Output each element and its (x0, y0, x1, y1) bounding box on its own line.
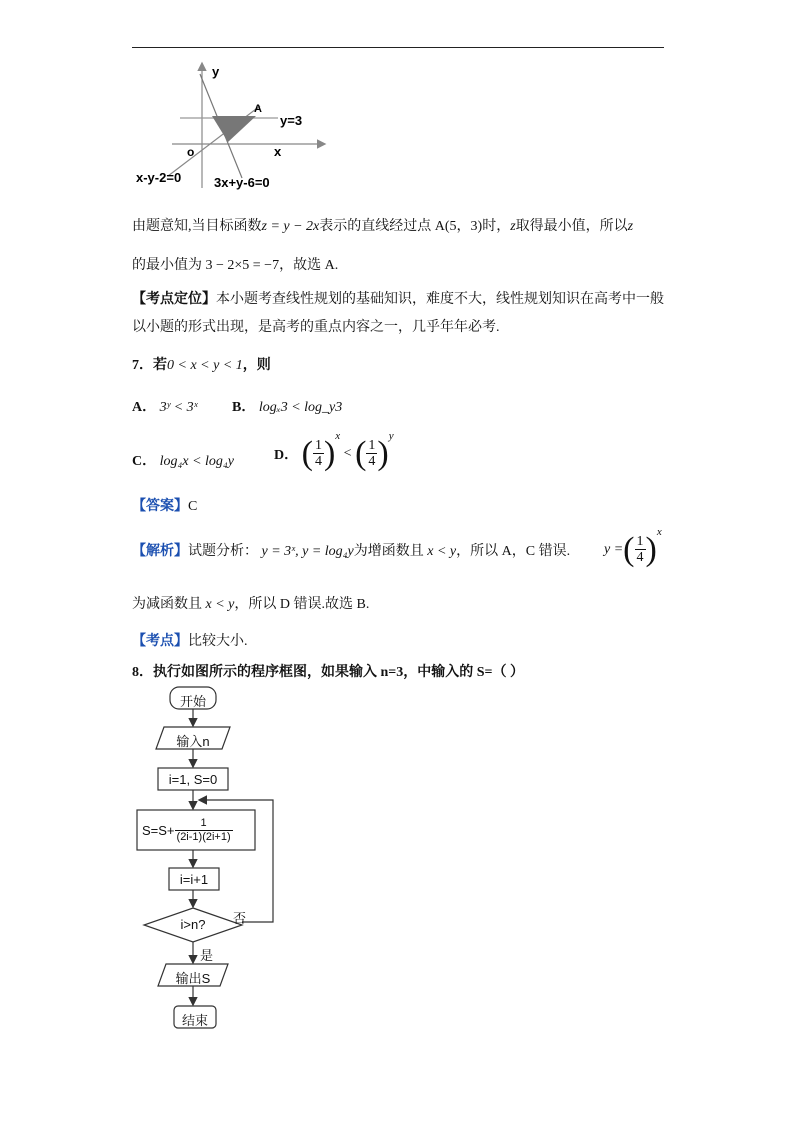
analysis-line-2 (132, 593, 369, 613)
q7-option-d-lt: < (343, 445, 352, 461)
analysis-math: x < y (205, 597, 235, 612)
analysis-math: y = 3ˣ, y = log₄y (261, 544, 354, 559)
solution-text: 表示的直线经过点 A(5，3)时， (319, 219, 511, 234)
solution-text: ，故选 A. (279, 258, 339, 273)
analysis-text: ，所以 D 错误.故选 B. (234, 597, 370, 612)
kaodian-text: 比较大小. (188, 634, 248, 649)
input-label: 输入n (176, 734, 210, 749)
output-label: 输出S (175, 971, 211, 986)
analysis-line-1 (132, 540, 570, 560)
q7-option-a-math: 3ʸ < 3ˣ (159, 400, 198, 415)
update-s-den: (2i-1)(2i+1) (176, 830, 231, 843)
q7-option-a-label: A． (132, 400, 157, 415)
solution-line-2 (132, 254, 338, 274)
kaodian-dingwei-text: 以小题的形式出现，是高考的重点内容之一，几乎年年必考. (132, 320, 500, 335)
kaodian-tag: 【考点】 (132, 634, 188, 649)
kaodian-dingwei-line-2 (132, 316, 500, 336)
solution-text: 由题意知,当目标函数 (132, 219, 262, 234)
analysis-frac-num: 1 (636, 533, 644, 549)
update-s-label (142, 814, 233, 846)
graph-line2-label: 3x+y-6=0 (214, 175, 270, 190)
condition-label: i>n? (180, 917, 206, 932)
end-label: 结束 (181, 1013, 208, 1028)
q7-option-c (132, 450, 234, 470)
graph-x-label: x (274, 144, 282, 159)
graph-line-y3-label: y=3 (280, 113, 303, 128)
answer-tag: 【答案】 (132, 499, 188, 514)
solution-text: 的最小值为 (132, 258, 202, 273)
analysis-tag: 【解析】 (132, 544, 188, 559)
q7-option-d-frac-num: 1 (314, 437, 322, 453)
q7-option-d-frac-den: 4 (314, 454, 322, 470)
q7-stem (132, 354, 271, 374)
solution-math: 3 − 2×5 = −7 (205, 258, 280, 273)
solution-math: z (510, 219, 516, 234)
analysis-text: 试题分析： (188, 544, 258, 559)
analysis-text: ，所以 A，C 错误. (456, 544, 571, 559)
analysis-frac-den: 4 (636, 550, 644, 566)
q7-option-d-exp1: x (335, 430, 341, 442)
q7-option-d-frac-den-2: 4 (368, 454, 376, 470)
q7-option-d-frac-num-2: 1 (368, 437, 376, 453)
update-s-prefix: S=S+ (142, 822, 175, 838)
analysis-text: 为减函数且 (132, 597, 202, 612)
analysis-math-lhs: y = (604, 541, 624, 557)
analysis-exp: x (656, 526, 662, 538)
kaodian-dingwei-text: 本小题考查线性规划的基础知识，难度不大，线性规划知识在高考中一般 (216, 292, 664, 307)
q7-stem-prefix: 7．若 (132, 358, 167, 373)
analysis-text: 为增函数且 (353, 544, 424, 559)
q7-option-d-exp2: y (388, 430, 394, 442)
graph-line1-label: x-y-2=0 (136, 170, 182, 185)
no-label: 否 (233, 911, 247, 926)
analysis-math: x < y (427, 544, 457, 559)
solution-line-1 (132, 215, 633, 235)
start-label: 开始 (179, 694, 206, 709)
init-label: i=1, S=0 (168, 772, 218, 787)
yes-label: 是 (200, 948, 214, 963)
answer-line (132, 495, 197, 515)
q7-option-b (232, 396, 342, 416)
solution-math: z = y − 2x (261, 219, 320, 234)
kaodian-dingwei-tag: 【考点定位】 (132, 292, 216, 307)
q7-option-a (132, 396, 198, 416)
update-i-label: i=i+1 (179, 872, 209, 887)
q7-option-c-math: log₄x < log₄y (159, 454, 235, 469)
q7-stem-math: 0 < x < y < 1 (167, 358, 243, 373)
q7-option-d-label: D． (274, 447, 299, 463)
q7-option-d: D． ( $\frac{1}{4}$ )$^x$ < ( $\frac{1}{4}$ )$^y$ (274, 430, 394, 472)
q7-stem-suffix: ，则 (242, 358, 271, 373)
q7-option-b-math: logₓ3 < log_y3 (258, 400, 343, 415)
solution-math: z (627, 219, 634, 234)
graph-origin-label: o (187, 145, 195, 159)
q7-option-b-label: B． (232, 400, 256, 415)
q7-option-c-label: C． (132, 454, 157, 469)
q8-stem: 8．执行如图所示的程序框图，如果输入 n=3，中输入的 S=（ ） (132, 665, 525, 680)
answer-value: C (188, 499, 198, 514)
analysis-fraction-expression: y =( $\frac{1}{4}$ )$^x$ (604, 526, 662, 568)
update-s-num: 1 (175, 817, 233, 830)
kaodian-dingwei-line-1 (132, 288, 664, 308)
solution-text: 取得最小值，所以 (515, 219, 628, 234)
graph-point-a-label: A (254, 103, 262, 115)
kaodian-line (132, 630, 248, 650)
header-rule (132, 47, 664, 48)
program-flowchart (120, 682, 320, 1042)
linear-programming-graph (132, 58, 332, 198)
graph-y-label: y (212, 64, 220, 79)
